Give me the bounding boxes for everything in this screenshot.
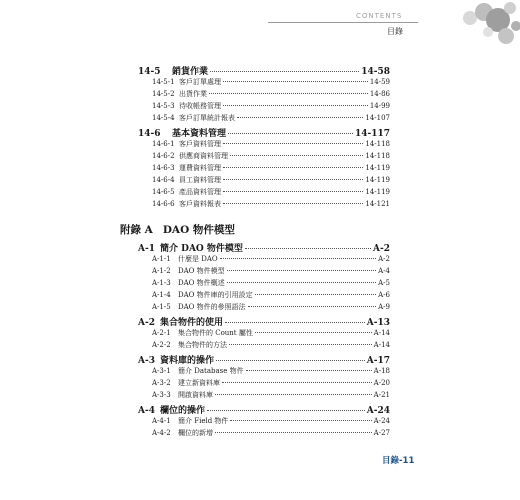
toc-page-number: A-6 [378, 291, 390, 299]
toc-title: 供應商資料管理 [179, 152, 228, 160]
dot-leader [237, 117, 363, 118]
toc-title: 運費資料管理 [179, 164, 221, 172]
toc-page-number: A-4 [378, 267, 390, 275]
toc-item[interactable] [152, 340, 390, 350]
toc-number: 14-5-1 [152, 78, 175, 86]
toc-number: A-4-1 [152, 417, 171, 425]
toc-title: 客戶訂單統計報表 [179, 114, 235, 122]
toc-number: A-3-3 [152, 391, 171, 399]
toc-item[interactable] [152, 416, 390, 426]
toc-page-number: 14-119 [365, 188, 390, 196]
toc-number: A-3-1 [152, 367, 171, 375]
appendix-number: 附錄 A [120, 224, 153, 236]
toc-page-number: A-2 [378, 255, 390, 263]
toc-number: A-3 [138, 356, 155, 366]
toc-title: 產品資料管理 [179, 188, 221, 196]
toc-title: 集合物件的 Count 屬性 [178, 329, 253, 337]
toc-page-number: 14-119 [365, 176, 390, 184]
toc-page-number: A-20 [373, 379, 390, 387]
dot-leader [216, 360, 365, 361]
toc-item[interactable] [152, 378, 390, 388]
toc-page-number: A-2 [373, 244, 390, 254]
toc-section[interactable] [138, 241, 390, 254]
dot-leader [227, 270, 376, 271]
dot-leader [207, 410, 365, 411]
toc-item[interactable] [152, 328, 390, 338]
dot-leader [245, 248, 371, 249]
toc-section[interactable] [138, 353, 390, 366]
toc-section[interactable] [138, 315, 390, 328]
toc-page-number: 14-59 [369, 78, 390, 86]
toc-number: 14-6 [138, 129, 161, 139]
toc-number: A-1-2 [152, 267, 171, 275]
toc-item[interactable] [152, 428, 390, 438]
dot-leader [225, 322, 365, 323]
toc-number: A-4 [138, 406, 155, 416]
toc-number: A-2 [138, 318, 155, 328]
toc-title: 簡介 Database 物件 [178, 367, 244, 375]
toc-title: DAO 物件模型 [178, 267, 225, 275]
toc-page-number: 14-99 [369, 102, 390, 110]
dot-leader [255, 332, 372, 333]
toc-title: 開啟資料庫 [178, 391, 213, 399]
toc-section[interactable] [138, 403, 390, 416]
toc-item[interactable] [152, 366, 390, 376]
toc-item[interactable] [152, 163, 390, 173]
dot-leader [215, 432, 372, 433]
toc-number: 14-5-3 [152, 102, 175, 110]
dot-leader [230, 420, 371, 421]
dot-leader [223, 143, 363, 144]
toc-item[interactable] [152, 266, 390, 276]
dot-leader [220, 258, 376, 259]
dot-leader [230, 155, 363, 156]
toc-title: 出貨作業 [179, 90, 207, 98]
toc-number: A-4-2 [152, 429, 171, 437]
toc-item[interactable] [152, 278, 390, 288]
toc-title: DAO 物件概述 [178, 279, 225, 287]
toc-number: 14-6-5 [152, 188, 175, 196]
toc-page-number: 14-119 [365, 164, 390, 172]
toc-page-number: A-9 [378, 303, 390, 311]
toc-number: A-2-1 [152, 329, 171, 337]
toc-item[interactable] [152, 89, 390, 99]
appendix-heading [120, 222, 235, 237]
toc-page-number: A-18 [373, 367, 390, 375]
toc-title: DAO 物件庫的引用設定 [178, 291, 253, 299]
dot-leader [223, 81, 368, 82]
toc-title: 什麼是 DAO [178, 255, 218, 263]
dot-leader [227, 282, 376, 283]
toc-item[interactable] [152, 139, 390, 149]
toc-item[interactable] [152, 199, 390, 209]
toc-item[interactable] [152, 390, 390, 400]
toc-number: A-1-1 [152, 255, 171, 263]
toc-number: 14-6-3 [152, 164, 175, 172]
dot-leader [255, 294, 376, 295]
header-decoration [410, 0, 520, 60]
toc-page-number: A-14 [373, 329, 390, 337]
toc-item[interactable] [152, 101, 390, 111]
toc-page-number: A-14 [373, 341, 390, 349]
toc-item[interactable] [152, 187, 390, 197]
toc-section[interactable] [138, 64, 390, 77]
toc-title: 基本資料管理 [172, 129, 227, 139]
toc-page-number: A-24 [366, 406, 390, 416]
toc-page-number: A-27 [373, 429, 390, 437]
dot-leader [223, 203, 363, 204]
toc-item[interactable] [152, 254, 390, 264]
toc-title: 銷貨作業 [172, 67, 209, 77]
dot-leader [215, 394, 372, 395]
dot-leader [248, 306, 376, 307]
toc-page-number: 14-118 [365, 140, 390, 148]
toc-number: A-1-3 [152, 279, 171, 287]
toc-title: 欄位的新增 [178, 429, 213, 437]
toc-number: 14-5 [138, 67, 161, 77]
toc-page-number: A-5 [378, 279, 390, 287]
toc-title: 待收帳務管理 [179, 102, 221, 110]
toc-number: 14-5-2 [152, 90, 175, 98]
toc-title: 簡介 DAO 物件模型 [160, 244, 243, 254]
toc-item[interactable] [152, 113, 390, 123]
page-number: 目錄-11 [382, 456, 415, 466]
dot-leader [228, 133, 353, 134]
toc-number: A-1-4 [152, 291, 171, 299]
header-contents-label: CONTENTS [356, 12, 403, 20]
dot-leader [229, 344, 372, 345]
dot-leader [223, 105, 368, 106]
dot-leader [223, 191, 363, 192]
header-toc-label: 目錄 [387, 27, 403, 36]
dot-leader [246, 370, 372, 371]
toc-item[interactable] [152, 151, 390, 161]
toc-number: A-2-2 [152, 341, 171, 349]
toc-number: A-3-2 [152, 379, 171, 387]
appendix-title: DAO 物件模型 [162, 224, 235, 236]
toc-item[interactable] [152, 175, 390, 185]
dot-leader [222, 382, 372, 383]
toc-title: 員工資料管理 [179, 176, 221, 184]
header-rule [268, 22, 418, 23]
dot-leader [223, 167, 363, 168]
toc-title: 建立新資料庫 [178, 379, 220, 387]
toc-number: A-1 [138, 244, 155, 254]
toc-page-number: 14-107 [365, 114, 390, 122]
dot-leader [209, 93, 368, 94]
toc-title: 客戶資料報表 [179, 200, 221, 208]
toc-page-number: 14-121 [365, 200, 390, 208]
toc-title: 客戶資料管理 [179, 140, 221, 148]
toc-title: DAO 物件的參照語法 [178, 303, 246, 311]
toc-number: A-1-5 [152, 303, 171, 311]
toc-page-number: A-13 [366, 318, 390, 328]
toc-item[interactable] [152, 290, 390, 300]
toc-item[interactable] [152, 77, 390, 87]
toc-title: 欄位的操作 [160, 406, 206, 416]
toc-item[interactable] [152, 302, 390, 312]
toc-title: 集合物件的使用 [160, 318, 224, 328]
toc-number: 14-6-6 [152, 200, 175, 208]
toc-page-number: 14-58 [361, 67, 390, 77]
toc-title: 資料庫的操作 [160, 356, 215, 366]
toc-title: 集合物件的方法 [178, 341, 227, 349]
dot-leader [210, 71, 359, 72]
toc-number: 14-6-2 [152, 152, 175, 160]
toc-page-number: A-17 [366, 356, 390, 366]
toc-number: 14-6-1 [152, 140, 175, 148]
toc-number: 14-6-4 [152, 176, 175, 184]
toc-number: 14-5-4 [152, 114, 175, 122]
toc-title: 客戶訂單處理 [179, 78, 221, 86]
toc-page-number: 14-86 [369, 90, 390, 98]
toc-page-number: 14-117 [354, 129, 390, 139]
toc-title: 簡介 Field 物件 [178, 417, 229, 425]
toc-page-number: 14-118 [365, 152, 390, 160]
dot-leader [223, 179, 363, 180]
toc-section[interactable] [138, 126, 390, 139]
toc-page-number: A-21 [373, 391, 390, 399]
toc-page-number: A-24 [373, 417, 390, 425]
